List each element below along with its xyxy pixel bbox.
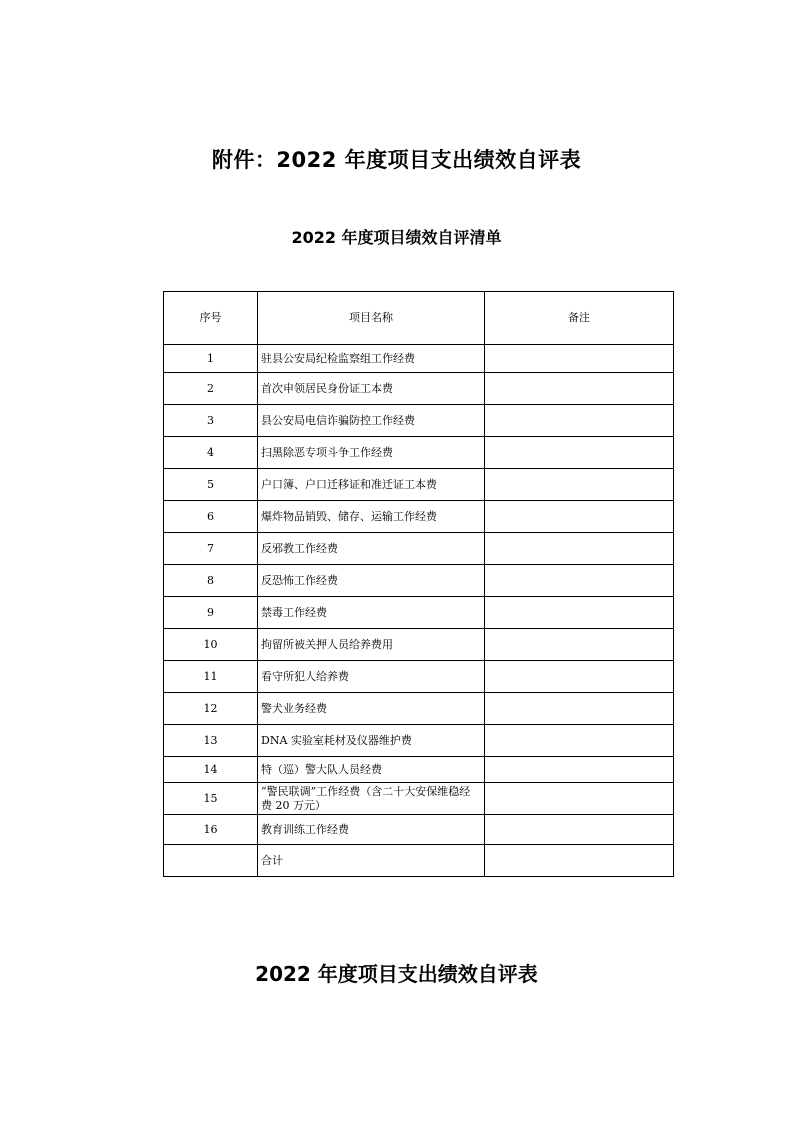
table-row: [164, 693, 674, 725]
table-row: [164, 469, 674, 501]
row-note: [485, 469, 674, 501]
table-row: [164, 345, 674, 373]
row-project-name: 教育训练工作经费: [258, 815, 485, 845]
row-project-name: DNA 实验室耗材及仪器维护费: [258, 725, 485, 757]
row-note: [485, 533, 674, 565]
row-number: 7: [164, 533, 258, 565]
row-note: [485, 845, 674, 877]
row-number: 14: [164, 757, 258, 783]
row-note: [485, 783, 674, 815]
row-note: [485, 757, 674, 783]
row-number: 9: [164, 597, 258, 629]
row-number: 8: [164, 565, 258, 597]
row-number: 4: [164, 437, 258, 469]
header-note: 备注: [485, 292, 674, 345]
row-project-name: 看守所犯人给养费: [258, 661, 485, 693]
row-number: 6: [164, 501, 258, 533]
row-project-name: 爆炸物品销毁、储存、运输工作经费: [258, 501, 485, 533]
row-number: 13: [164, 725, 258, 757]
table-row: [164, 565, 674, 597]
header-project-name: 项目名称: [258, 292, 485, 345]
table-row: [164, 661, 674, 693]
row-note: [485, 565, 674, 597]
row-number: 2: [164, 373, 258, 405]
row-project-name: 反恐怖工作经费: [258, 565, 485, 597]
row-project-name: 禁毒工作经费: [258, 597, 485, 629]
project-list-table: [163, 291, 674, 877]
row-note: [485, 437, 674, 469]
header-number: 序号: [164, 292, 258, 345]
table-row: [164, 725, 674, 757]
row-project-name: 警犬业务经费: [258, 693, 485, 725]
row-project-name: “警民联调”工作经费（含二十大安保维稳经费 20 万元）: [258, 783, 485, 815]
table-row: [164, 373, 674, 405]
row-project-name: 拘留所被关押人员给养费用: [258, 629, 485, 661]
row-note: [485, 501, 674, 533]
table-header-row: [164, 292, 674, 345]
row-number: 15: [164, 783, 258, 815]
row-note: [485, 815, 674, 845]
row-project-name: 户口簿、户口迁移证和准迁证工本费: [258, 469, 485, 501]
row-project-name: 县公安局电信诈骗防控工作经费: [258, 405, 485, 437]
row-note: [485, 661, 674, 693]
row-number: 3: [164, 405, 258, 437]
row-number: 5: [164, 469, 258, 501]
row-note: [485, 725, 674, 757]
row-project-name: 扫黑除恶专项斗争工作经费: [258, 437, 485, 469]
row-project-name: 驻县公安局纪检监察组工作经费: [258, 345, 485, 373]
section-title: 2022 年度项目支出绩效自评表: [255, 962, 538, 986]
row-number: 12: [164, 693, 258, 725]
list-title: 2022 年度项目绩效自评清单: [291, 228, 502, 247]
table-row: [164, 405, 674, 437]
table-row: [164, 501, 674, 533]
row-number: [164, 845, 258, 877]
table-row: [164, 845, 674, 877]
row-note: [485, 345, 674, 373]
table-row: [164, 437, 674, 469]
table-row: [164, 629, 674, 661]
row-project-name: 反邪教工作经费: [258, 533, 485, 565]
table-row: [164, 533, 674, 565]
row-number: 11: [164, 661, 258, 693]
row-project-name: 首次申领居民身份证工本费: [258, 373, 485, 405]
document-title: 附件：2022 年度项目支出绩效自评表: [211, 148, 582, 172]
row-note: [485, 597, 674, 629]
row-note: [485, 693, 674, 725]
row-note: [485, 405, 674, 437]
table-row: [164, 783, 674, 815]
row-project-name: 特（巡）警大队人员经费: [258, 757, 485, 783]
table-row: [164, 597, 674, 629]
row-note: [485, 629, 674, 661]
row-project-name: 合计: [258, 845, 485, 877]
row-number: 10: [164, 629, 258, 661]
row-note: [485, 373, 674, 405]
table-row: [164, 815, 674, 845]
table-row: [164, 757, 674, 783]
row-number: 16: [164, 815, 258, 845]
row-number: 1: [164, 345, 258, 373]
